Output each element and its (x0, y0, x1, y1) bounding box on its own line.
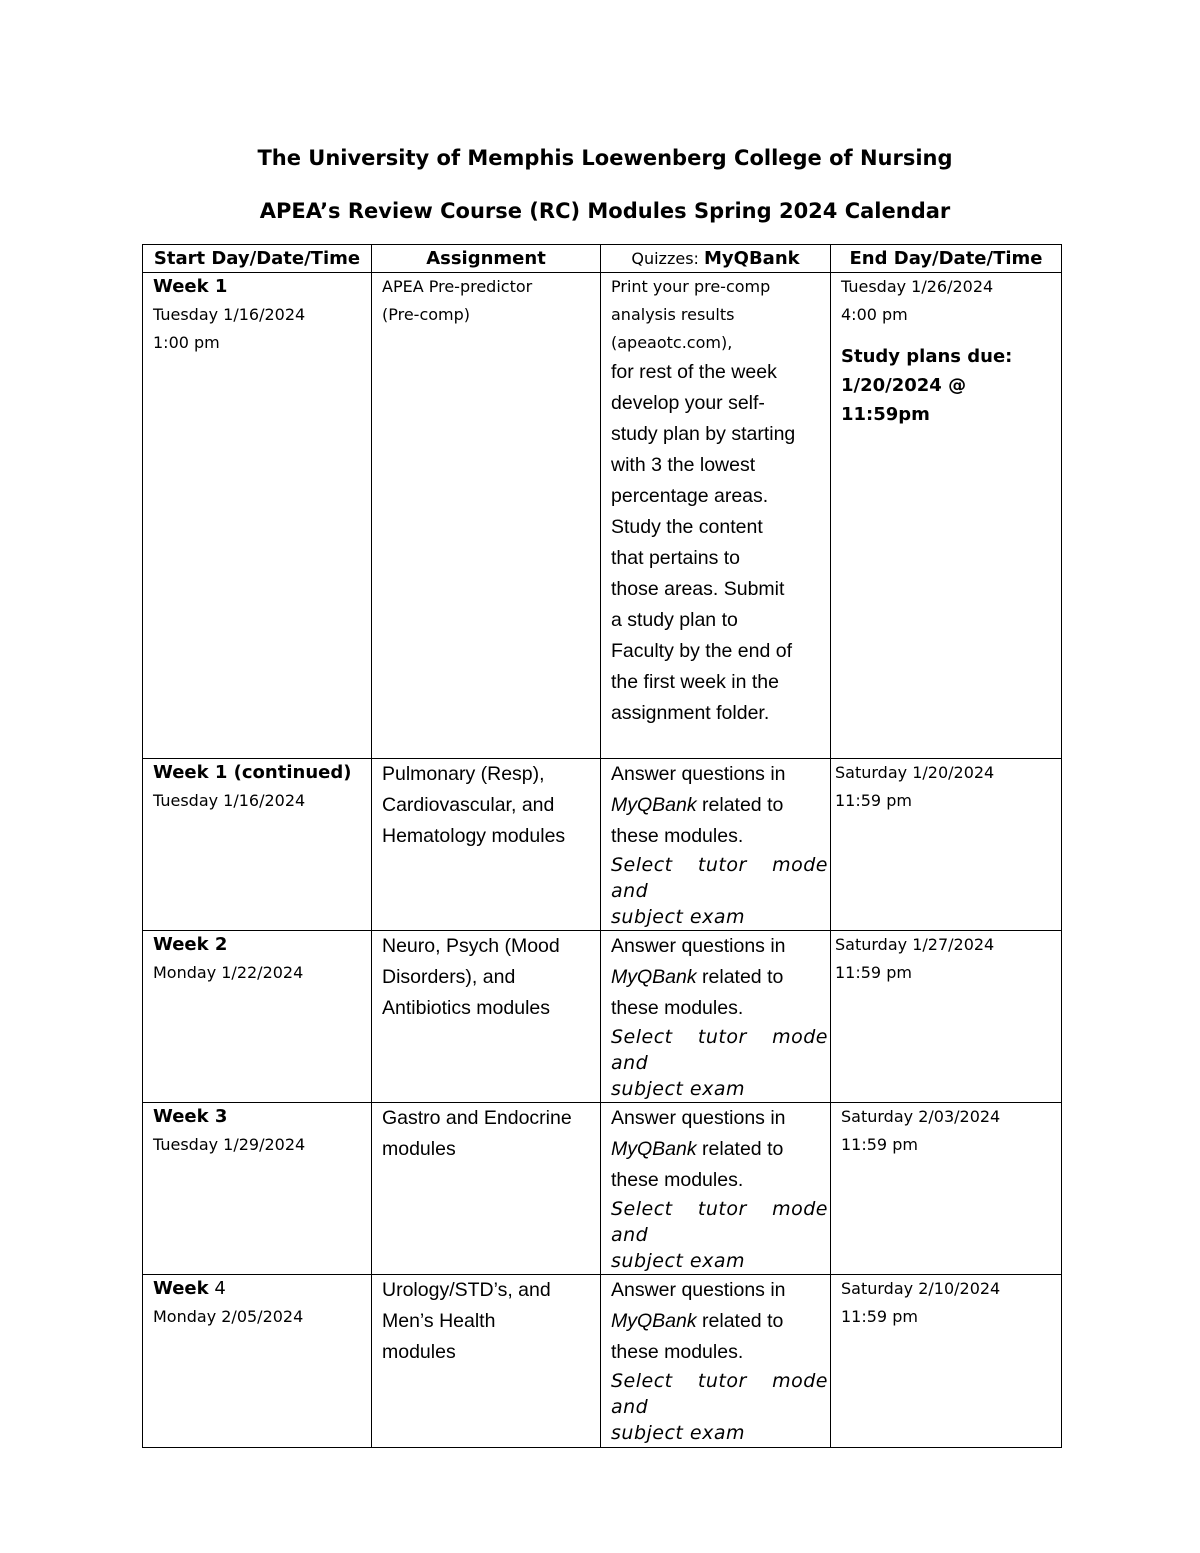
mode-and: and (611, 1052, 649, 1074)
col-header-end: End Day/Date/Time (831, 245, 1062, 273)
mode-and: and (611, 1396, 649, 1418)
assignment-line: Urology/STD’s, and (382, 1279, 551, 1301)
mode-instructions (611, 852, 828, 930)
start-date: Tuesday 1/16/2024 (153, 305, 306, 324)
end-date: Saturday 2/03/2024 (841, 1107, 1001, 1126)
mode-word: tutor (697, 1026, 747, 1048)
end-time: 11:59 pm (841, 1307, 918, 1326)
mode-and: and (611, 1224, 649, 1246)
assignment-line: APEA Pre-predictor (382, 277, 533, 296)
quiz-line (611, 1134, 828, 1165)
assignment-line: Pulmonary (Resp), (382, 763, 545, 785)
quiz-text: related to (696, 1138, 784, 1160)
quiz-cell (601, 273, 831, 759)
assignment-line: Men’s Health (382, 1310, 496, 1332)
quiz-cell (601, 1103, 831, 1275)
myqbank-text: MyQBank (611, 1310, 697, 1332)
myqbank-text: MyQBank (611, 794, 697, 816)
due-label: Study plans due: (841, 346, 1013, 367)
start-time: 1:00 pm (153, 333, 220, 352)
quiz-line: Answer questions in (611, 1279, 786, 1301)
mode-word: Select (611, 854, 673, 876)
start-date: Monday 2/05/2024 (153, 1307, 304, 1326)
end-cell (831, 1103, 1062, 1275)
mode-and: and (611, 880, 649, 902)
end-date: Tuesday 1/26/2024 (841, 277, 994, 296)
quiz-line: that pertains to (611, 547, 740, 569)
start-cell (143, 1275, 372, 1448)
start-cell (143, 273, 372, 759)
assignment-line: Disorders), and (382, 966, 516, 988)
week-label: Week 3 (153, 1106, 228, 1127)
week-label: Week 2 (153, 934, 228, 955)
week-word: Week (153, 1278, 209, 1299)
mode-instructions (611, 1024, 828, 1102)
end-date: Saturday 1/20/2024 (835, 763, 995, 782)
mode-word: tutor (697, 1198, 747, 1220)
mode-subject: subject exam (611, 906, 745, 928)
assignment-cell (372, 759, 601, 931)
quiz-cell (601, 1275, 831, 1448)
quiz-line (611, 1306, 828, 1337)
quiz-line (611, 962, 828, 993)
assignment-cell (372, 931, 601, 1103)
week-label: Week 1 (continued) (153, 762, 352, 783)
mode-subject: subject exam (611, 1422, 745, 1444)
mode-instructions (611, 1368, 828, 1446)
mode-word: Select (611, 1370, 673, 1392)
week-number: 4 (208, 1278, 226, 1299)
table-row (143, 1275, 1062, 1448)
mode-word: Select (611, 1026, 673, 1048)
end-cell (831, 759, 1062, 931)
table-row (143, 273, 1062, 759)
quiz-line: study plan by starting (611, 423, 796, 445)
assignment-cell (372, 1103, 601, 1275)
end-cell (831, 931, 1062, 1103)
col-header-quizzes (601, 245, 831, 273)
start-cell (143, 759, 372, 931)
quiz-line: Print your pre-comp (611, 277, 771, 296)
assignment-cell (372, 273, 601, 759)
mode-subject: subject exam (611, 1078, 745, 1100)
quiz-line: develop your self- (611, 392, 765, 414)
quiz-line: Answer questions in (611, 763, 786, 785)
quiz-line: with 3 the lowest (611, 454, 756, 476)
mode-subject: subject exam (611, 1250, 745, 1272)
end-time: 11:59 pm (841, 1135, 918, 1154)
table-row (143, 1103, 1062, 1275)
table-row (143, 759, 1062, 931)
quiz-line: percentage areas. (611, 485, 769, 507)
mode-word: Select (611, 1198, 673, 1220)
quiz-line: these modules. (611, 825, 744, 847)
start-date: Tuesday 1/16/2024 (153, 791, 306, 810)
document-subtitle: APEA’s Review Course (RC) Modules Spring 2024 Calendar (259, 199, 951, 223)
assignment-line: modules (382, 1138, 456, 1160)
quiz-text: related to (696, 794, 784, 816)
quiz-line: for rest of the week (611, 361, 777, 383)
quiz-cell (601, 759, 831, 931)
assignment-line: Gastro and Endocrine (382, 1107, 572, 1129)
assignment-line: (Pre-comp) (382, 305, 471, 324)
quiz-line: the first week in the (611, 671, 779, 693)
end-cell (831, 1275, 1062, 1448)
assignment-line: modules (382, 1341, 456, 1363)
start-date: Monday 1/22/2024 (153, 963, 304, 982)
start-date: Tuesday 1/29/2024 (153, 1135, 306, 1154)
assignment-line: Antibiotics modules (382, 997, 550, 1019)
assignment-cell (372, 1275, 601, 1448)
quiz-line: Study the content (611, 516, 763, 538)
table-header-row (143, 245, 1062, 273)
quiz-line: those areas. Submit (611, 578, 785, 600)
quiz-line: assignment folder. (611, 702, 770, 724)
end-time: 11:59 pm (835, 791, 912, 810)
mode-word: mode (772, 854, 828, 876)
mode-word: mode (772, 1026, 828, 1048)
mode-instructions (611, 1196, 828, 1274)
week-label: Week 1 (153, 276, 228, 297)
mode-word: tutor (697, 1370, 747, 1392)
quiz-line: a study plan to (611, 609, 738, 631)
end-time: 11:59 pm (835, 963, 912, 982)
end-date: Saturday 1/27/2024 (835, 935, 995, 954)
assignment-line: Neuro, Psych (Mood (382, 935, 560, 957)
quiz-line: Answer questions in (611, 935, 786, 957)
table-row (143, 931, 1062, 1103)
quiz-name: MyQBank (704, 248, 800, 269)
quiz-line: analysis results (611, 305, 735, 324)
week-label (153, 1275, 369, 1303)
end-time: 4:00 pm (841, 305, 908, 324)
calendar-table (142, 244, 1062, 1448)
due-value: 1/20/2024 @ 11:59pm (841, 375, 967, 425)
mode-word: tutor (697, 854, 747, 876)
quiz-line: (apeaotc.com), (611, 333, 733, 352)
col-header-start: Start Day/Date/Time (143, 245, 372, 273)
assignment-line: Hematology modules (382, 825, 566, 847)
quiz-line: Faculty by the end of (611, 640, 793, 662)
assignment-line: Cardiovascular, and (382, 794, 555, 816)
quiz-line: these modules. (611, 997, 744, 1019)
quiz-cell (601, 931, 831, 1103)
quiz-text: related to (696, 966, 784, 988)
end-cell (831, 273, 1062, 759)
end-date: Saturday 2/10/2024 (841, 1279, 1001, 1298)
quiz-line: Answer questions in (611, 1107, 786, 1129)
document-title: The University of Memphis Loewenberg College of Nursing (257, 146, 953, 170)
col-header-assignment: Assignment (372, 245, 601, 273)
mode-word: mode (772, 1198, 828, 1220)
quiz-line: these modules. (611, 1341, 744, 1363)
myqbank-text: MyQBank (611, 1138, 697, 1160)
myqbank-text: MyQBank (611, 966, 697, 988)
quiz-line (611, 790, 828, 821)
mode-word: mode (772, 1370, 828, 1392)
quiz-text: related to (696, 1310, 784, 1332)
start-cell (143, 931, 372, 1103)
quiz-prefix: Quizzes: (631, 249, 705, 268)
quiz-line: these modules. (611, 1169, 744, 1191)
start-cell (143, 1103, 372, 1275)
